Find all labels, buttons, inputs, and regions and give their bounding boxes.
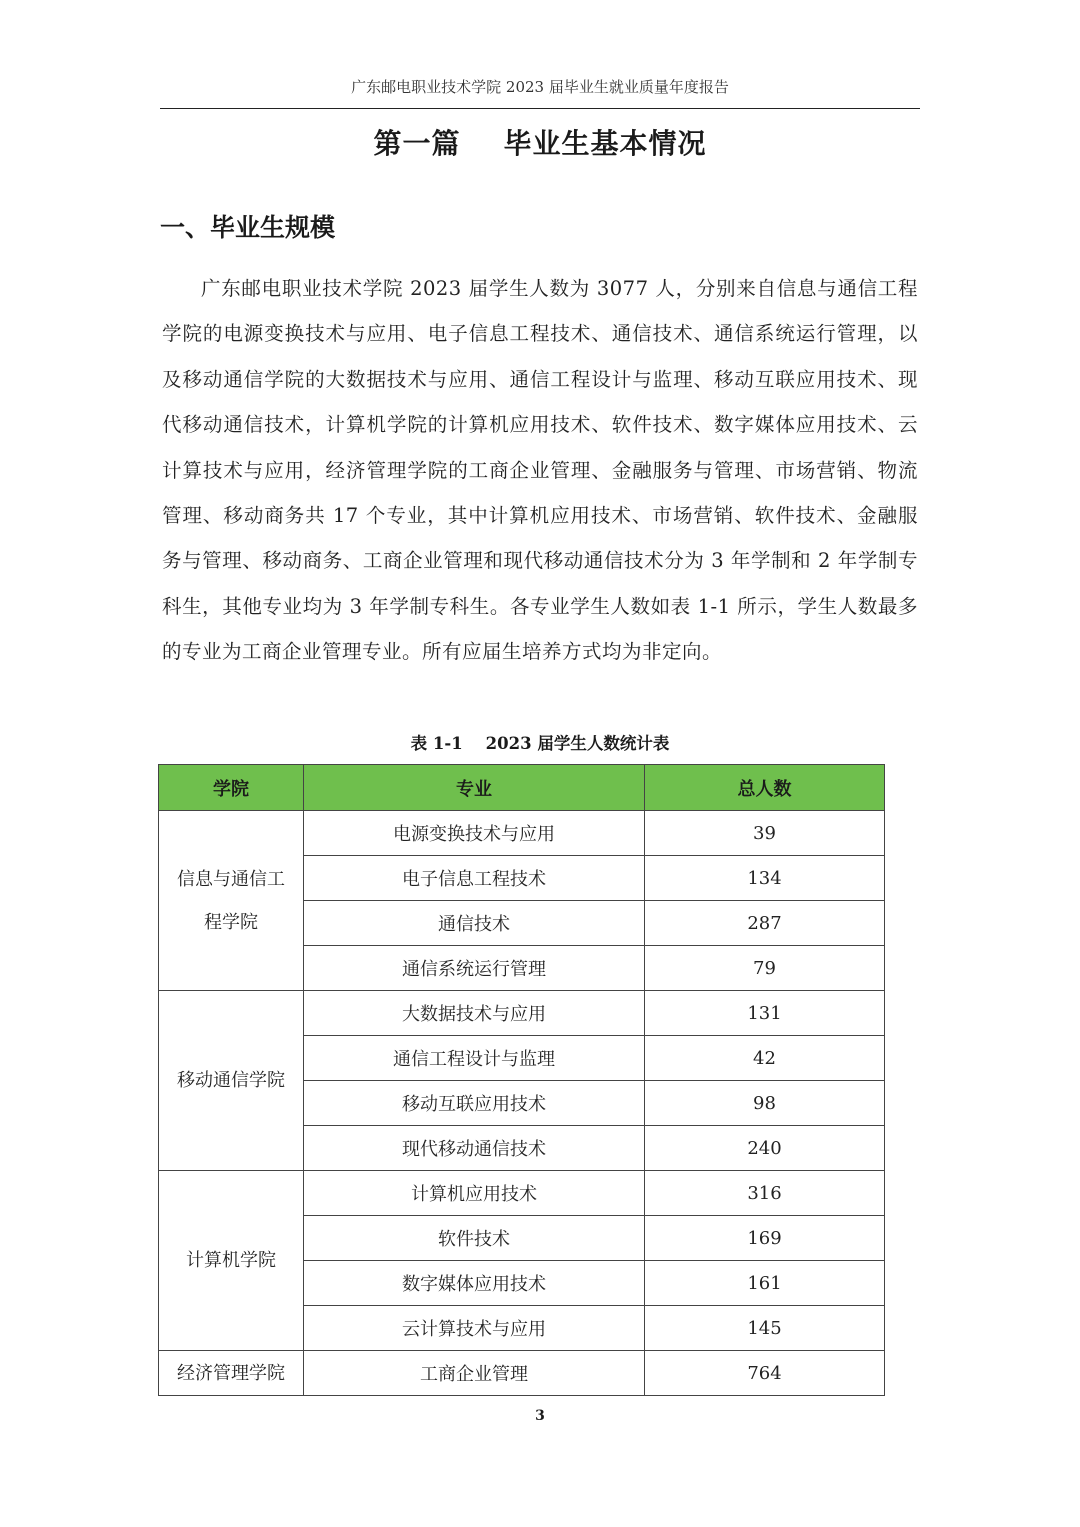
column-header-major: 专业 <box>304 765 645 811</box>
major-cell: 通信系统运行管理 <box>304 946 645 991</box>
count-cell: 316 <box>645 1171 885 1216</box>
major-cell: 电源变换技术与应用 <box>304 811 645 856</box>
table-header-row <box>159 765 885 811</box>
count-cell: 79 <box>645 946 885 991</box>
major-cell: 云计算技术与应用 <box>304 1306 645 1351</box>
table-row <box>159 811 885 856</box>
table-caption: 表 1-1 2023 届学生人数统计表 <box>410 734 670 753</box>
count-cell: 240 <box>645 1126 885 1171</box>
page-number: 3 <box>535 1408 545 1424</box>
count-cell: 169 <box>645 1216 885 1261</box>
major-cell: 通信工程设计与监理 <box>304 1036 645 1081</box>
body-paragraph: 广东邮电职业技术学院 2023 届学生人数为 3077 人，分别来自信息与通信工程学院的电源变换技术与应用、电子信息工程技术、通信技术、通信系统运行管理，以及移动通信学院的大数据技术与应用、通信工程设计与监理、移动互联应用技术、现代移动通信技术，计算机学院的计算机应用技术、软件技术、数字媒体应用技术、云计算技术与应用，经济管理学院的工商企业管理、金融服务与管理、市场营销、物流管理、移动商务共 17 个专业，其中计算机应用技术、市场营销、软件技术、金融服务与管理、移动商务、工商企业管理和现代移动通信技术分为 3 年学制和 2 年学制专科生，其他专业均为 3 年学制专科生。各专业学生人数如表 1-1 所示，学生人数最多的专业为工商企业管理专业。所有应届生培养方式均为非定向。 <box>162 277 918 664</box>
college-cell: 计算机学院 <box>159 1171 304 1351</box>
major-cell: 工商企业管理 <box>304 1351 645 1396</box>
count-cell: 39 <box>645 811 885 856</box>
major-cell: 移动互联应用技术 <box>304 1081 645 1126</box>
count-cell: 131 <box>645 991 885 1036</box>
college-cell: 移动通信学院 <box>159 991 304 1171</box>
running-header: 广东邮电职业技术学院 2023 届毕业生就业质量年度报告 <box>351 78 729 96</box>
major-cell: 软件技术 <box>304 1216 645 1261</box>
table-row <box>159 1171 885 1216</box>
count-cell: 161 <box>645 1261 885 1306</box>
count-cell: 764 <box>645 1351 885 1396</box>
college-cell: 经济管理学院 <box>159 1351 304 1396</box>
major-cell: 现代移动通信技术 <box>304 1126 645 1171</box>
major-cell: 数字媒体应用技术 <box>304 1261 645 1306</box>
column-header-count: 总人数 <box>645 765 885 811</box>
major-cell: 电子信息工程技术 <box>304 856 645 901</box>
count-cell: 145 <box>645 1306 885 1351</box>
college-cell: 信息与通信工程学院 <box>159 811 304 991</box>
major-cell: 计算机应用技术 <box>304 1171 645 1216</box>
count-cell: 287 <box>645 901 885 946</box>
table-row <box>159 1351 885 1396</box>
count-cell: 42 <box>645 1036 885 1081</box>
major-cell: 通信技术 <box>304 901 645 946</box>
table-row <box>159 991 885 1036</box>
header-rule <box>160 108 920 109</box>
section-heading: 一、毕业生规模 <box>160 213 336 242</box>
column-header-college: 学院 <box>159 765 304 811</box>
major-cell: 大数据技术与应用 <box>304 991 645 1036</box>
chapter-title: 第一篇 毕业生基本情况 <box>373 127 707 160</box>
student-count-table <box>158 764 885 1396</box>
count-cell: 98 <box>645 1081 885 1126</box>
count-cell: 134 <box>645 856 885 901</box>
